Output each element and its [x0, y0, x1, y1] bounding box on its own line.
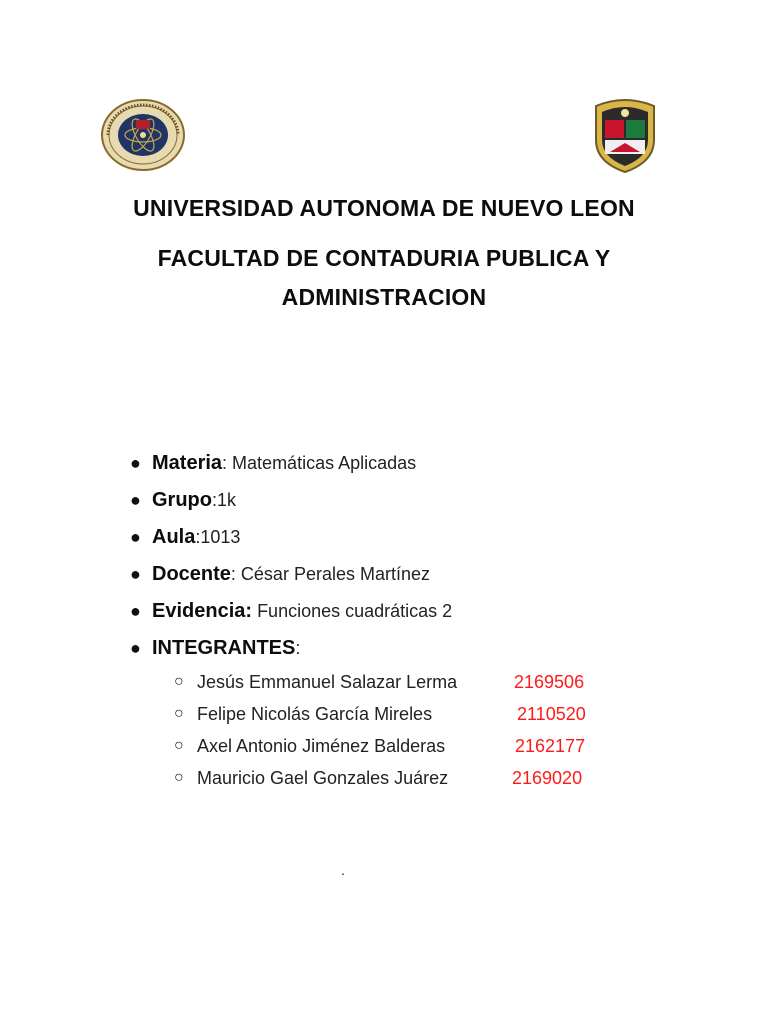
member-id: 2169020 [512, 768, 583, 788]
faculty-title-line2: ADMINISTRACION [281, 284, 487, 310]
member-item [174, 732, 586, 764]
info-item-docente [130, 559, 452, 596]
member-id: 2110520 [517, 704, 586, 724]
bullet-icon: ● [130, 638, 141, 658]
circle-bullet-icon: ○ [174, 737, 184, 754]
circle-bullet-icon: ○ [174, 673, 184, 690]
footer-mark: . [341, 862, 345, 878]
info-value: César Perales Martínez [240, 564, 430, 584]
member-item [174, 700, 586, 732]
member-item [174, 668, 585, 700]
bullet-icon: ● [130, 564, 141, 584]
member-name: Felipe Nicolás García Mireles [197, 704, 433, 724]
member-id: 2169506 [514, 672, 585, 692]
info-label: Materia [152, 452, 223, 474]
member-name: Axel Antonio Jiménez Balderas [197, 736, 446, 756]
fcpya-shield-logo [590, 96, 660, 174]
faculty-title-line1: FACULTAD DE CONTADURIA PUBLICA Y [157, 245, 611, 271]
bullet-icon: ● [130, 601, 141, 621]
info-separator: : [295, 638, 301, 658]
info-label: Evidencia: [152, 600, 253, 622]
member-id: 2162177 [515, 736, 586, 756]
info-separator: : [230, 564, 241, 584]
info-label: Aula [152, 526, 196, 548]
info-item-evidencia [130, 596, 452, 633]
member-item [174, 764, 583, 796]
bullet-icon: ● [130, 527, 141, 547]
circle-bullet-icon: ○ [174, 705, 184, 722]
members-list [174, 668, 586, 796]
info-list [130, 448, 452, 670]
info-label: Grupo [152, 489, 212, 511]
bullet-icon: ● [130, 490, 141, 510]
info-value: Funciones cuadráticas 2 [257, 601, 453, 621]
info-separator: : [222, 453, 233, 473]
bullet-icon: ● [130, 453, 141, 473]
info-item-integrantes [130, 633, 452, 670]
university-title: UNIVERSIDAD AUTONOMA DE NUEVO LEON [133, 195, 635, 221]
info-value: Matemáticas Aplicadas [232, 453, 417, 473]
info-value: 1013 [200, 527, 241, 547]
info-item-materia [130, 448, 452, 485]
info-value: 1k [217, 490, 237, 510]
info-label: Docente [152, 563, 231, 585]
info-item-aula [130, 522, 452, 559]
uanl-seal-logo [100, 98, 186, 172]
circle-bullet-icon: ○ [174, 769, 184, 786]
info-separator: : [195, 527, 201, 547]
info-label: INTEGRANTES [152, 637, 296, 659]
info-separator: : [212, 490, 218, 510]
info-item-grupo [130, 485, 452, 522]
member-name: Jesús Emmanuel Salazar Lerma [197, 672, 458, 692]
member-name: Mauricio Gael Gonzales Juárez [197, 768, 449, 788]
